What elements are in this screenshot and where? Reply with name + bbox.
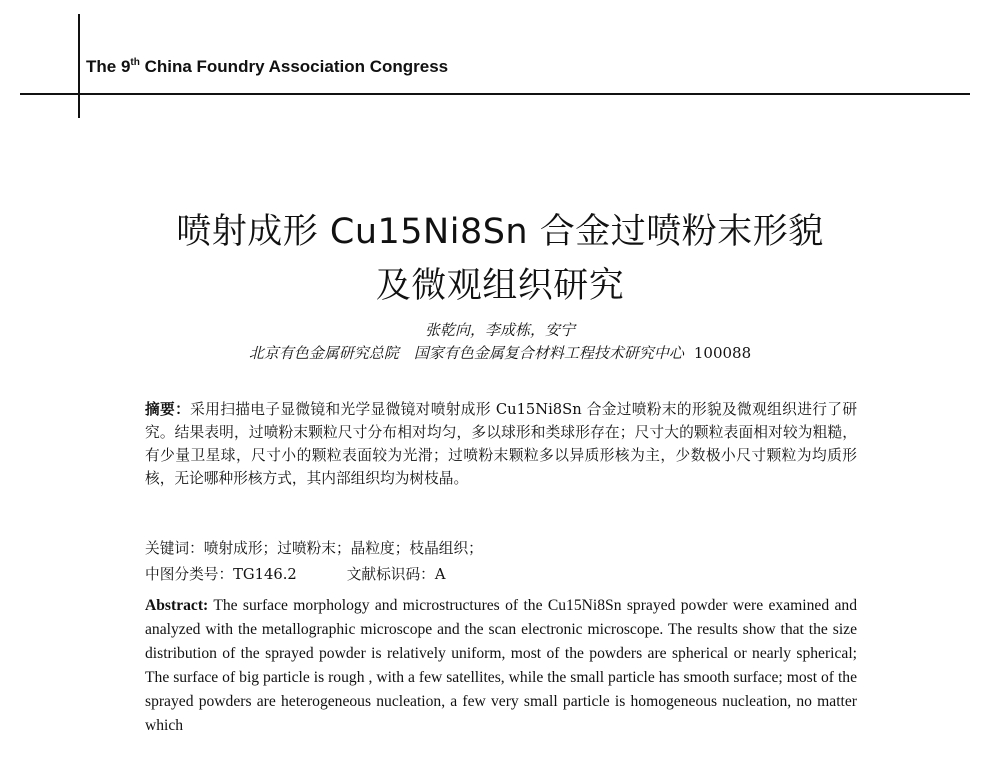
affiliation-postcode: 100088	[693, 344, 752, 362]
keywords-label: 关键词：	[145, 540, 204, 557]
english-abstract-text: The surface morphology and microstructures of the Cu15Ni8Sn sprayed powder were examined and analyzed with the metallographic microscope and the scan electronic microscope. The results show that the size distribution of the sprayed powder is relatively uniform, most of the powders are spherical or nearly spherical; The surface of big particle is rough , with a few satellites, while the small particle has smooth surface; most of the sprayed powders are heterogeneous nucleation, a few very small particle is homogeneous nucleation, no matter which	[145, 597, 857, 734]
classification-line	[145, 565, 857, 585]
chinese-abstract-text: 采用扫描电子显微镜和光学显微镜对喷射成形 Cu15Ni8Sn 合金过喷粉末的形貌及微观组织进行了研究。结果表明，过喷粉末颗粒尺寸分布相对均匀，多以球形和类球形存在；尺寸大的颗粒表面相对较为粗糙，有少量卫星球，尺寸小的颗粒表面较为光滑；过喷粉末颗粒多以异质形核为主，少数极小尺寸颗粒为均质形核，无论哪种形核方式，其内部组织均为树枝晶。	[145, 401, 857, 487]
chinese-abstract	[145, 398, 857, 490]
document-code-label: 文献标识码：	[346, 566, 435, 583]
document-code-value: A	[434, 566, 446, 583]
paper-title	[0, 205, 1000, 313]
chinese-abstract-label: 摘要：	[145, 401, 191, 418]
keywords	[145, 539, 857, 559]
header-rule	[20, 93, 970, 95]
english-abstract-label: Abstract:	[145, 597, 209, 614]
running-header-superscript: th	[130, 57, 140, 68]
running-header-prefix: The 9	[86, 57, 131, 76]
affiliation-organizations: 北京有色金属研究总院 国家有色金属复合材料工程技术研究中心	[248, 344, 684, 362]
paper-title-line-2: 及微观组织研究	[375, 266, 625, 306]
authors: 张乾向，李成栋，安宁	[424, 321, 575, 339]
running-header	[86, 58, 448, 75]
keywords-text: 喷射成形；过喷粉末；晶粒度；枝晶组织；	[203, 540, 483, 557]
classification-value: TG146.2	[233, 566, 297, 583]
english-abstract	[145, 594, 857, 738]
classification-label: 中图分类号：	[145, 566, 234, 583]
affiliation	[0, 346, 1000, 361]
page-edge-rule	[78, 14, 80, 118]
running-header-suffix: China Foundry Association Congress	[139, 57, 449, 76]
paper-title-line-1: 喷射成形 Cu15Ni8Sn 合金过喷粉末形貌	[176, 212, 824, 252]
